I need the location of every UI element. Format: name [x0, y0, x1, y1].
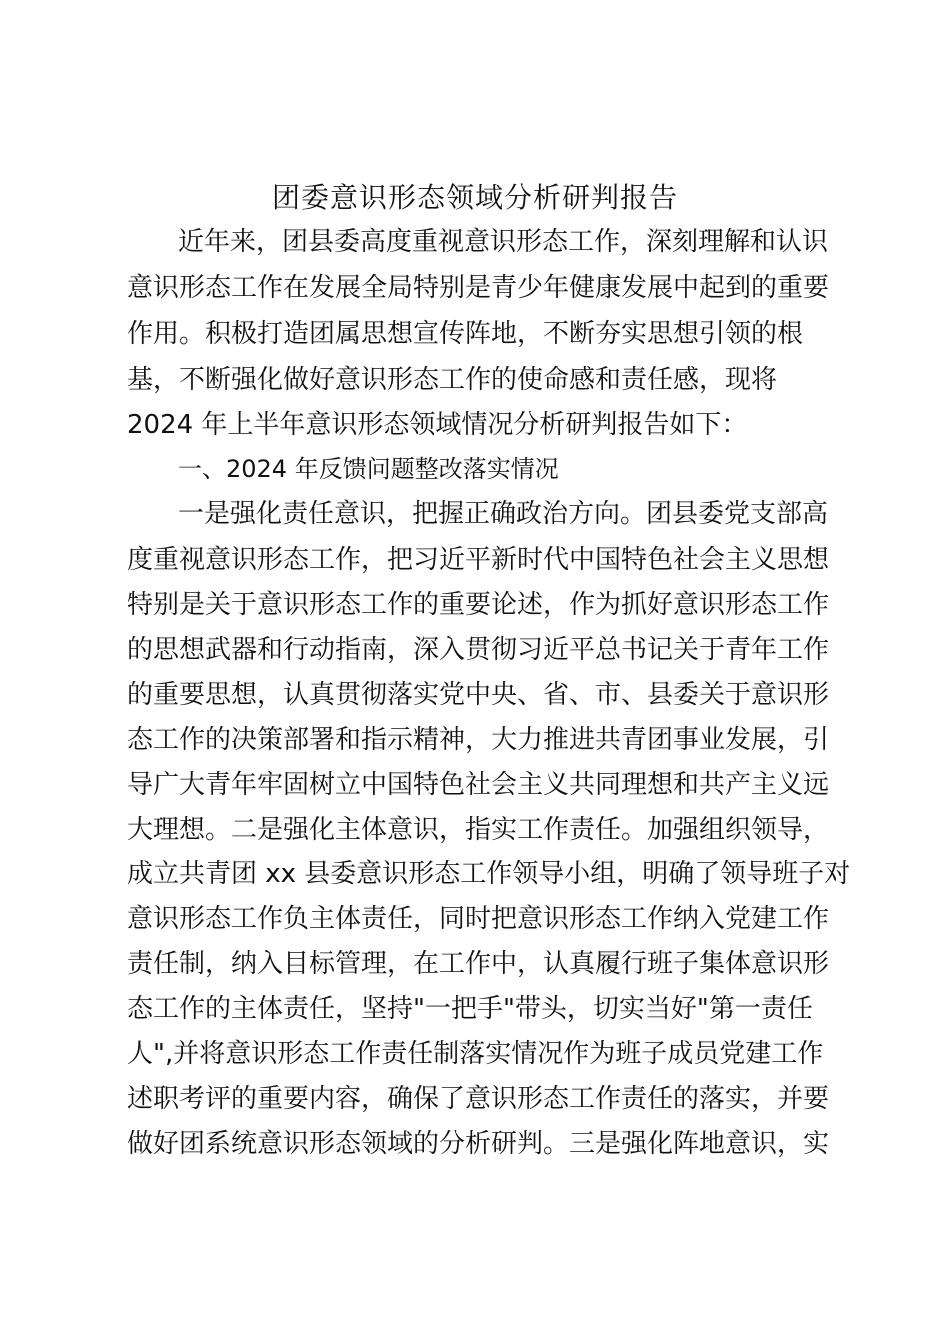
paragraph-line: 2024 年上半年意识形态领域情况分析研判报告如下：	[127, 410, 748, 440]
paragraph-line: 责任制，纳入目标管理，在工作中，认真履行班子集体意识形	[127, 949, 830, 979]
section-heading: 一、2024 年反馈问题整改落实情况	[178, 455, 559, 483]
paragraph-line: 态工作的主体责任，坚持"一把手"带头，切实当好"第一责任	[127, 994, 813, 1024]
paragraph-line: 特别是关于意识形态工作的重要论述，作为抓好意识形态工作	[127, 590, 830, 620]
paragraph-line: 人",并将意识形态工作责任制落实情况作为班子成员党建工作	[127, 1039, 824, 1069]
paragraph-line: 的重要思想，认真贯彻落实党中央、省、市、县委关于意识形	[127, 680, 830, 710]
paragraph-line: 做好团系统意识形态领域的分析研判。三是强化阵地意识，实	[127, 1129, 830, 1159]
paragraph-line: 大理想。二是强化主体意识，指实工作责任。加强组织领导，	[127, 815, 830, 845]
paragraph-line: 近年来，团县委高度重视意识形态工作，深刻理解和认识	[178, 227, 829, 257]
paragraph-line: 态工作的决策部署和指示精神，大力推进共青团事业发展，引	[127, 725, 830, 755]
document-title: 团委意识形态领域分析研判报告	[271, 181, 678, 214]
paragraph-line: 基，不断强化做好意识形态工作的使命感和责任感，现将	[127, 365, 778, 395]
paragraph-line: 述职考评的重要内容，确保了意识形态工作责任的落实，并要	[127, 1084, 830, 1114]
paragraph-line: 作用。积极打造团属思想宣传阵地，不断夯实思想引领的根	[127, 319, 804, 349]
paragraph-line: 度重视意识形态工作，把习近平新时代中国特色社会主义思想	[127, 545, 830, 575]
paragraph-line: 的思想武器和行动指南，深入贯彻习近平总书记关于青年工作	[127, 635, 830, 665]
paragraph-line: 一是强化责任意识，把握正确政治方向。团县委党支部高	[178, 499, 829, 529]
paragraph-line: 成立共青团 xx 县委意识形态工作领导小组，明确了领导班子对	[127, 859, 851, 889]
paragraph-line: 导广大青年牢固树立中国特色社会主义共同理想和共产主义远	[127, 770, 830, 800]
paragraph-line: 意识形态工作在发展全局特别是青少年健康发展中起到的重要	[127, 273, 830, 303]
paragraph-line: 意识形态工作负主体责任，同时把意识形态工作纳入党建工作	[127, 904, 830, 934]
